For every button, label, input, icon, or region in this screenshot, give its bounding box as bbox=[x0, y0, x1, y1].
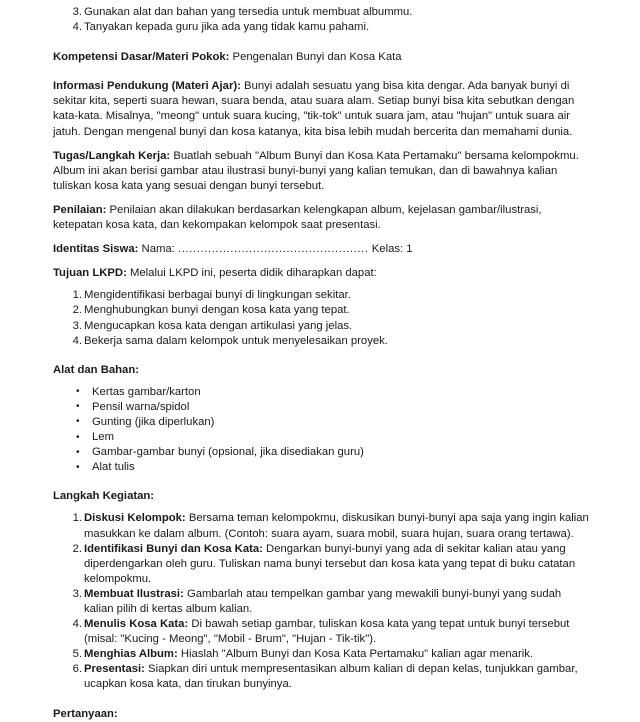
tugas-langkah-kerja-paragraph bbox=[53, 149, 589, 194]
informasi-pendukung-value: Bunyi adalah sesuatu yang bisa kita dengar. Ada banyak bunyi di sekitar kita, seperti suara hewan, suara benda, atau suara alam. Setiap bunyi bisa kita sebutkan dengan kata-kata. Misalnya, "meong" untuk suara kucing, "tik-tok" untuk suara jam, atau "hujan" untuk suara air jatuh. Dengan mengenal bunyi dan kosa katanya, kita bisa lebih mudah bercerita dan memahami dunia. bbox=[53, 80, 575, 138]
list-item bbox=[53, 647, 589, 662]
list-item: Tanyakan kepada guru jika ada yang tidak kamu pahami. bbox=[84, 21, 370, 34]
list-item: Gunakan alat dan bahan yang tersedia untuk membuat albummu. bbox=[84, 6, 413, 18]
list-item: • Gambar-gambar bunyi (opsional, jika disediakan guru) bbox=[53, 445, 589, 460]
kompetensi-dasar-value: Pengenalan Bunyi dan Kosa Kata bbox=[229, 51, 402, 64]
list-item bbox=[53, 662, 589, 692]
list-item-label: Presentasi: bbox=[84, 663, 145, 676]
list-item: • Alat tulis bbox=[53, 460, 589, 475]
spacer bbox=[53, 281, 589, 288]
tujuan-lkpd-paragraph bbox=[53, 266, 589, 281]
tujuan-lkpd-label: Tujuan LKPD: bbox=[53, 267, 127, 280]
list-item: • Lem bbox=[53, 430, 589, 445]
penilaian-label: Penilaian: bbox=[53, 203, 107, 216]
alat-dan-bahan-list bbox=[53, 385, 589, 476]
spacer bbox=[53, 35, 589, 50]
list-item-label: Identifikasi Bunyi dan Kosa Kata: bbox=[84, 542, 263, 555]
list-item: Bekerja sama dalam kelompok untuk menyelesaikan proyek. bbox=[84, 334, 388, 347]
list-item: • Pensil warna/spidol bbox=[53, 400, 589, 415]
list-item bbox=[53, 542, 589, 587]
pertanyaan-heading: Pertanyaan: bbox=[53, 707, 118, 720]
list-item: Mengucapkan kosa kata dengan artikulasi yang jelas. bbox=[84, 319, 353, 332]
spacer bbox=[53, 693, 589, 707]
list-item: Menghubungkan bunyi dengan kosa kata yang tepat. bbox=[84, 304, 350, 317]
alat-dan-bahan-heading: Alat dan Bahan: bbox=[53, 363, 139, 376]
kompetensi-dasar-paragraph bbox=[53, 50, 589, 65]
spacer bbox=[53, 257, 589, 266]
spacer bbox=[53, 378, 589, 385]
tugas-langkah-kerja-label: Tugas/Langkah Kerja: bbox=[53, 149, 171, 162]
identitas-siswa-paragraph bbox=[53, 242, 589, 257]
spacer bbox=[53, 65, 589, 79]
informasi-pendukung-label: Informasi Pendukung (Materi Ajar): bbox=[53, 80, 241, 93]
list-item-text: Bersama teman kelompokmu, diskusikan bunyi-bunyi apa saja yang ingin kalian masukkan ke dalam album. (Contoh: suara ayam, suara mobil, suara hujan, suara orang tertawa). bbox=[84, 512, 589, 540]
tugas-langkah-kerja-value: Buatlah sebuah "Album Bunyi dan Kosa Kata Pertamaku" bersama kelompokmu. Album ini akan berisi gambar atau ilustrasi bunyi-bunyi yang kalian temukan, dan di bawahnya kalian tuliskan kosa kata yang sesuai dengan bunyi tersebut. bbox=[53, 149, 579, 192]
list-item-text: Di bawah setiap gambar, tuliskan kosa kata yang tepat untuk bunyi tersebut (misal: "Kucing - Meong", "Mobil - Brum", "Hujan - Tik-tik"). bbox=[84, 618, 570, 646]
identitas-siswa-label: Identitas Siswa: bbox=[53, 243, 139, 256]
identitas-nama-field[interactable]: ................................................... bbox=[177, 243, 369, 256]
list-item-label: Menulis Kosa Kata: bbox=[84, 618, 189, 631]
list-item bbox=[53, 587, 589, 617]
informasi-pendukung-paragraph bbox=[53, 79, 589, 139]
list-item-label: Diskusi Kelompok: bbox=[84, 512, 186, 525]
langkah-kegiatan-list bbox=[53, 511, 589, 692]
langkah-kegiatan-heading: Langkah Kegiatan: bbox=[53, 490, 155, 503]
list-item-text: Siapkan diri untuk mempresentasikan album kalian di depan kelas, tunjukkan gambar, ucapkan kosa kata, dan tirukan bunyinya. bbox=[84, 663, 578, 691]
list-item: • Gunting (jika diperlukan) bbox=[53, 415, 589, 430]
kompetensi-dasar-label: Kompetensi Dasar/Materi Pokok: bbox=[53, 51, 230, 64]
tujuan-lkpd-value: Melalui LKPD ini, peserta didik diharapkan dapat: bbox=[126, 267, 377, 280]
identitas-kelas-value: Kelas: 1 bbox=[368, 243, 413, 256]
list-item bbox=[53, 617, 589, 647]
penilaian-paragraph bbox=[53, 203, 589, 233]
list-item: Mengidentifikasi berbagai bunyi di lingkungan sekitar. bbox=[84, 289, 351, 302]
spacer bbox=[53, 349, 589, 363]
list-item-text: Hiaslah "Album Bunyi dan Kosa Kata Pertamaku" kalian agar menarik. bbox=[177, 648, 534, 661]
identitas-nama-label: Nama: bbox=[138, 243, 178, 256]
list-item-text: Gambarlah atau tempelkan gambar yang mewakili bunyi-bunyi yang sudah kalian pilih di kertas album kalian. bbox=[84, 587, 562, 615]
list-item bbox=[53, 511, 589, 541]
intro-instruction-list bbox=[53, 5, 589, 35]
list-item: • Kertas gambar/karton bbox=[53, 385, 589, 400]
list-item-text: Dengarkan bunyi-bunyi yang ada di sekitar kalian atau yang diperdengarkan oleh guru. Tuliskan nama bunyi tersebut dan kosa kata yang tepat di buku catatan kelompokmu. bbox=[84, 542, 576, 585]
spacer bbox=[53, 140, 589, 149]
penilaian-value: Penilaian akan dilakukan berdasarkan kelengkapan album, kejelasan gambar/ilustrasi, ketepatan kosa kata, dan kekompakan kelompok saat presentasi. bbox=[53, 203, 542, 232]
list-item-label: Membuat Ilustrasi: bbox=[84, 587, 184, 600]
list-item-label: Menghias Album: bbox=[84, 648, 178, 661]
spacer bbox=[53, 233, 589, 242]
document-body bbox=[53, 5, 589, 722]
tujuan-lkpd-list bbox=[53, 288, 589, 348]
spacer bbox=[53, 194, 589, 203]
spacer bbox=[53, 475, 589, 489]
spacer bbox=[53, 504, 589, 511]
